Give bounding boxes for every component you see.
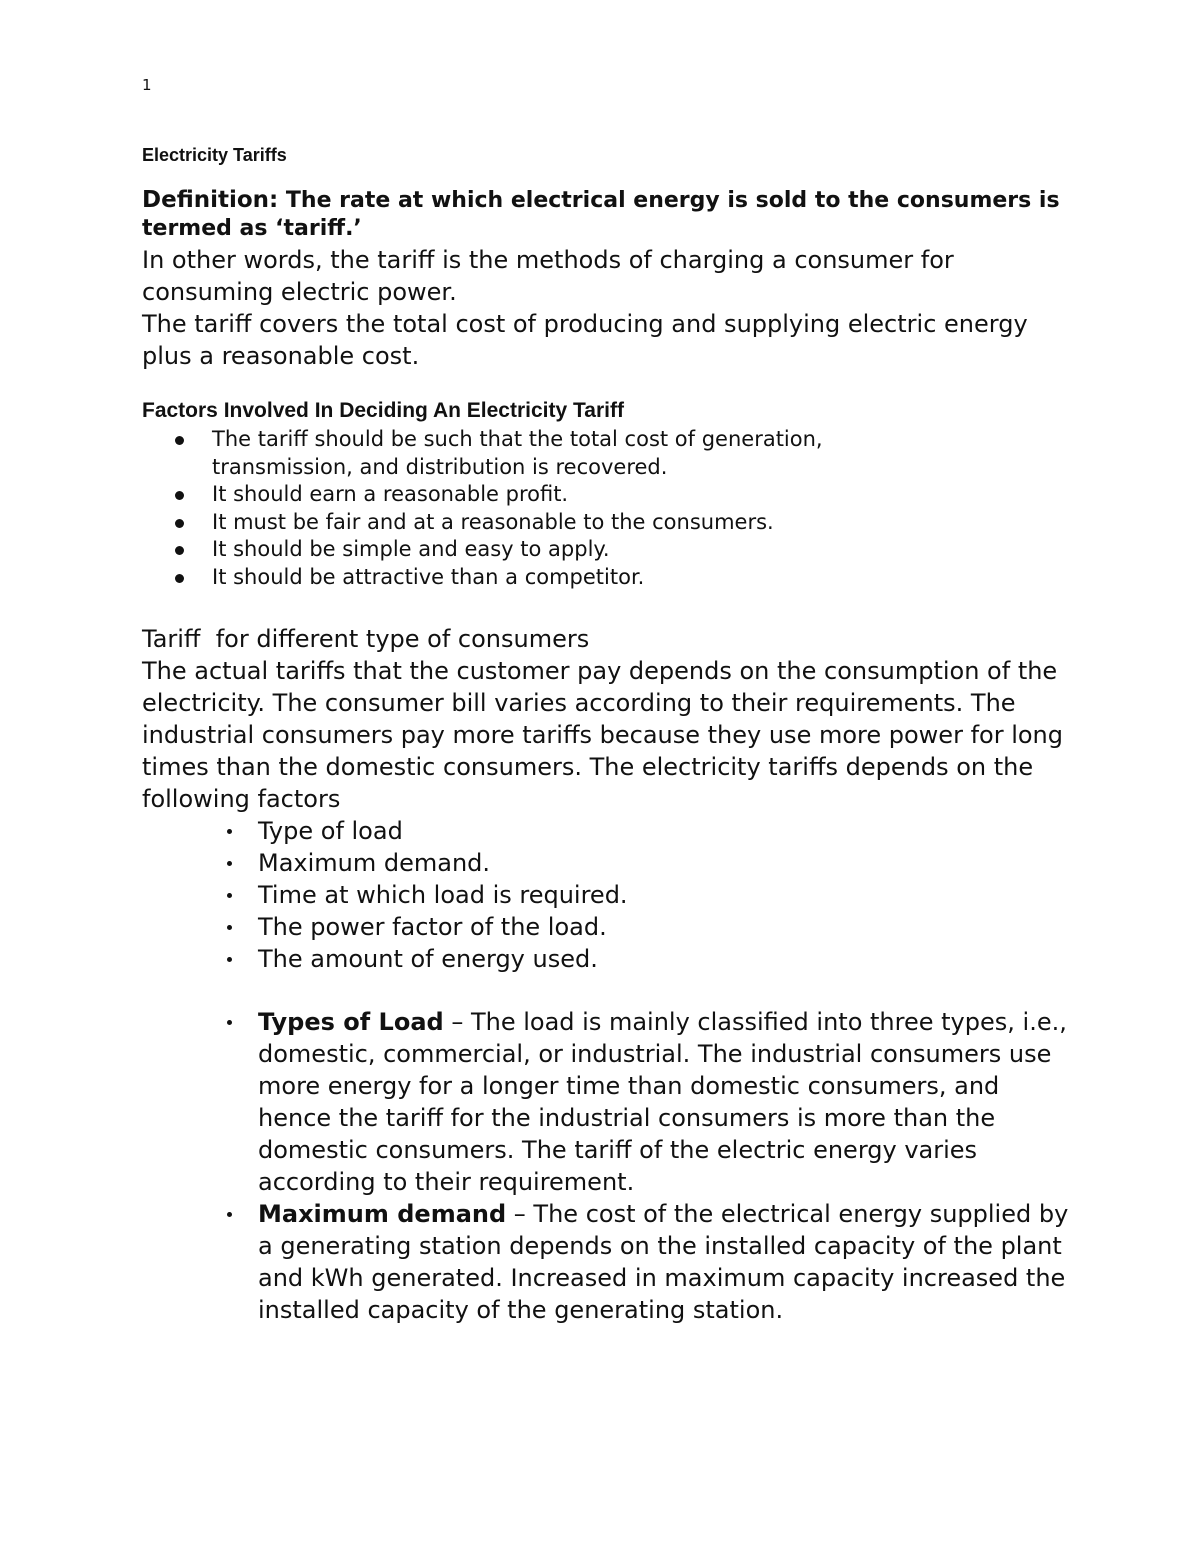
list-item (142, 815, 1072, 847)
factor-details-list (142, 1006, 1072, 1326)
detail-item-types-of-load (142, 1006, 1072, 1198)
definition-label: Definition: (142, 187, 279, 213)
bullet-icon (227, 893, 232, 898)
bullet-icon (227, 957, 232, 962)
bullet-icon (227, 925, 232, 930)
bullet-icon (175, 574, 184, 583)
list-item (142, 481, 922, 509)
tariff-factors-list (142, 815, 1072, 975)
bullet-icon (175, 436, 184, 445)
bullet-icon (227, 1020, 232, 1025)
list-item (142, 847, 1072, 879)
list-item-text: It should be attractive than a competitor. (212, 564, 645, 589)
bullet-icon (175, 546, 184, 555)
paragraph-tariff-covers: The tariff covers the total cost of producing and supplying electric energy plus a reasonable cost. (142, 310, 1028, 370)
page-number: 1 (142, 76, 152, 94)
list-item-text: The amount of energy used. (258, 945, 598, 973)
list-item (142, 509, 922, 537)
factors-heading: Factors Involved In Deciding An Electricity Tariff (142, 399, 624, 422)
list-item-text: It must be fair and at a reasonable to the consumers. (212, 509, 774, 534)
bullet-icon (175, 519, 184, 528)
list-item (142, 879, 1072, 911)
bullet-icon (227, 861, 232, 866)
list-item (142, 564, 922, 592)
definition-text: The rate at which electrical energy is sold to the consumers is termed as ‘tariff.’ (142, 188, 1060, 241)
detail-text: – The cost of the electrical energy supplied by a generating station depends on the installed capacity of the plant and kWh generated. Increased in maximum capacity increased the installed capacity of the generating station. (258, 1200, 1069, 1324)
list-item-text: It should be simple and easy to apply. (212, 537, 610, 561)
document-title: Electricity Tariffs (142, 145, 287, 165)
list-item-text: Time at which load is required. (258, 881, 628, 909)
list-item (142, 536, 922, 564)
list-item (142, 426, 922, 481)
detail-term: Maximum demand (258, 1200, 507, 1228)
factors-list (142, 426, 922, 591)
bullet-icon (227, 829, 232, 834)
consumer-tariff-heading: Tariff for different type of consumers (142, 625, 590, 653)
detail-item-maximum-demand (142, 1198, 1072, 1326)
definition-paragraph (142, 186, 1062, 243)
list-item-text: The tariff should be such that the total cost of generation, transmission, and distribution is recovered. (212, 427, 823, 479)
paragraph-other-words: In other words, the tariff is the methods of charging a consumer for consuming electric power. (142, 246, 954, 306)
bullet-icon (227, 1212, 232, 1217)
list-item-text: It should earn a reasonable profit. (212, 482, 569, 506)
list-item-text: Type of load (258, 817, 403, 845)
list-item-text: The power factor of the load. (258, 913, 607, 941)
consumer-tariff-paragraph: The actual tariffs that the customer pay depends on the consumption of the electricity. The consumer bill varies according to their requirements. The industrial consumers pay more tariffs because they use more power for long times than the domestic consumers. The electricity tariffs depends on the following factors (142, 657, 1063, 813)
list-item (142, 911, 1072, 943)
detail-text: – The load is mainly classified into three types, i.e., domestic, commercial, or industrial. The industrial consumers use more energy for a longer time than domestic consumers, and hence the tariff for the industrial consumers is more than the domestic consumers. The tariff of the electric energy varies according to their requirement. (258, 1008, 1067, 1196)
list-item-text: Maximum demand. (258, 849, 491, 877)
bullet-icon (175, 491, 184, 500)
detail-term: Types of Load (258, 1008, 444, 1036)
list-item (142, 943, 1072, 975)
